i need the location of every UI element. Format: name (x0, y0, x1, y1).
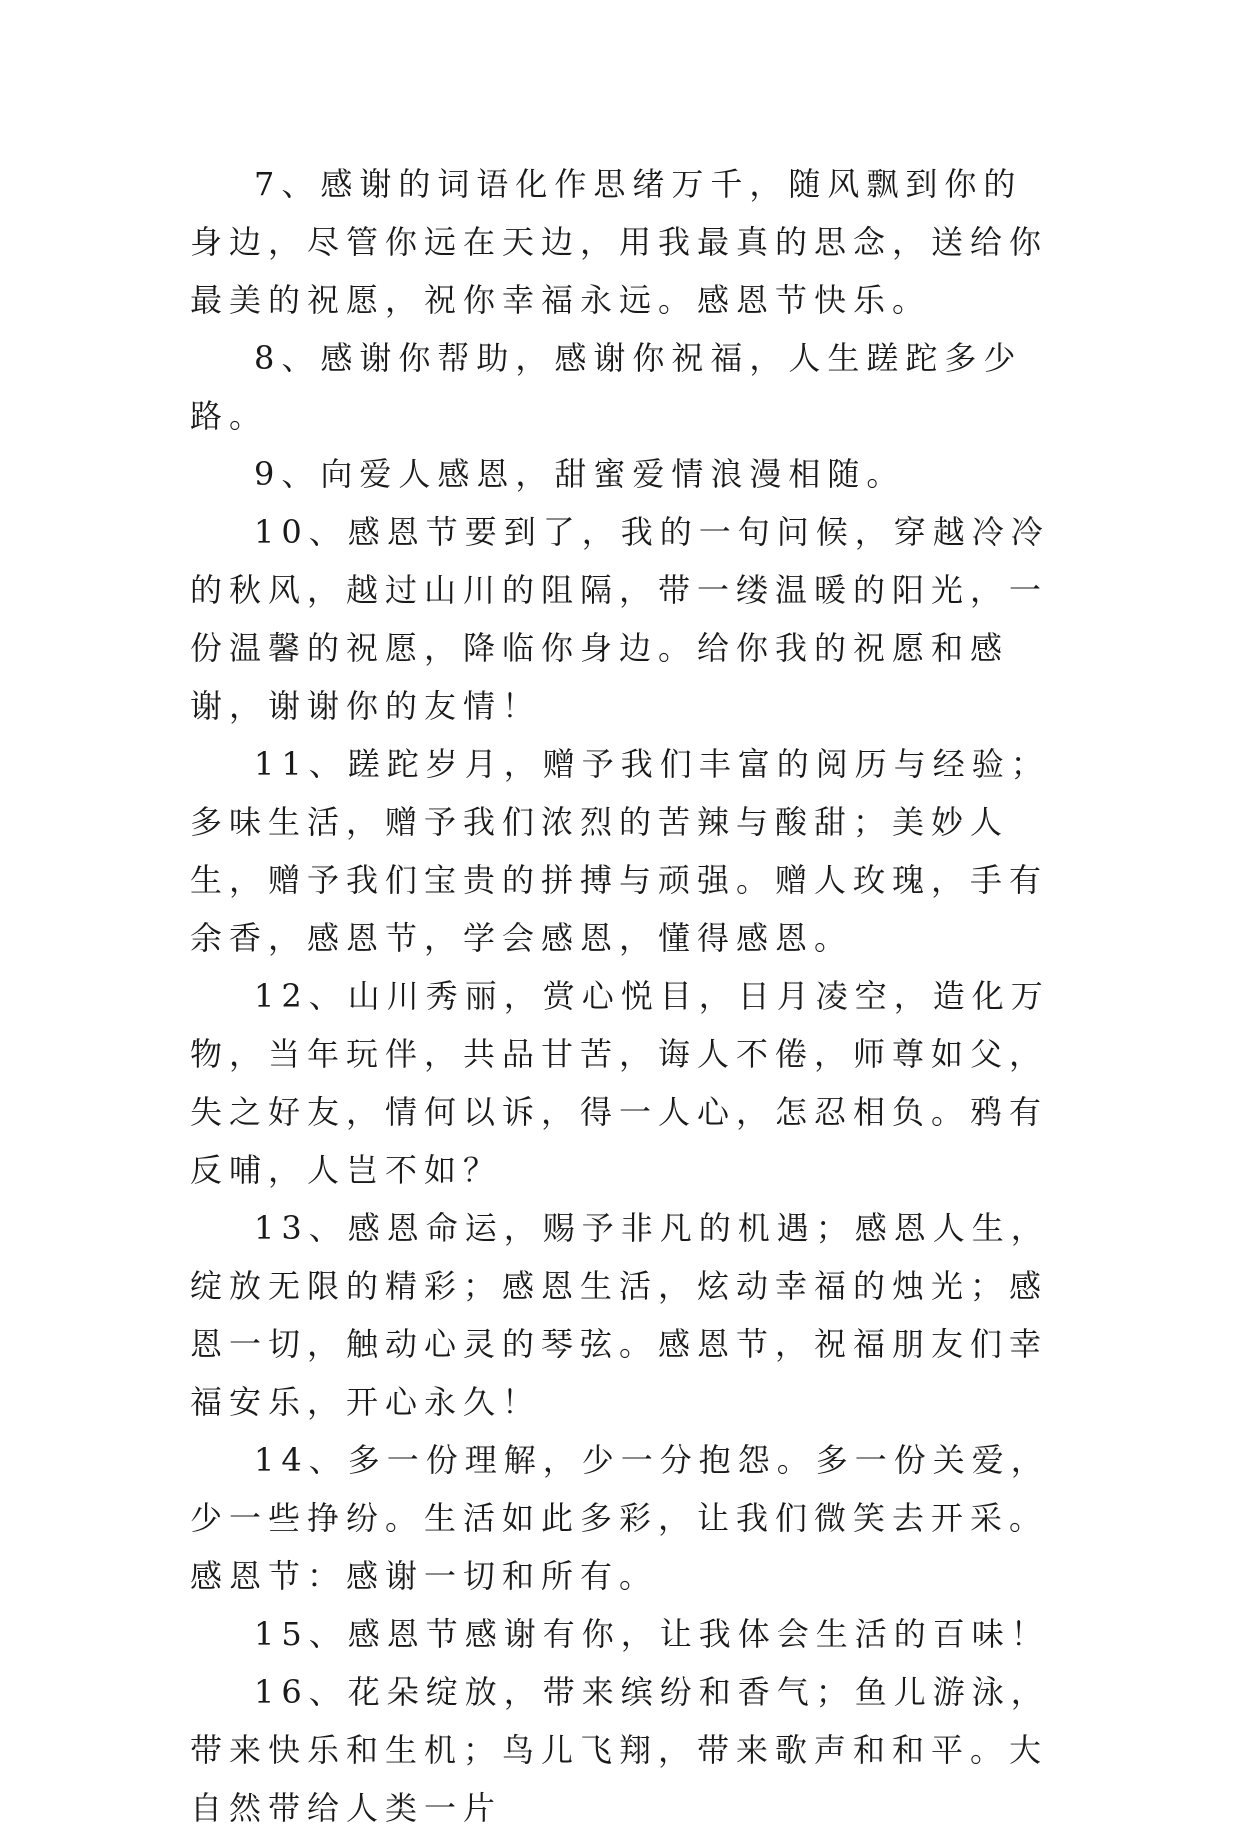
document-body (190, 155, 1052, 1837)
paragraph-16: 16、花朵绽放，带来缤纷和香气；鱼儿游泳，带来快乐和生机；鸟儿飞翔，带来歌声和和平。大自然带给人类一片 (190, 1673, 1050, 1827)
paragraph-15: 15、感恩节感谢有你，让我体会生活的百味！ (254, 1615, 1050, 1653)
paragraph-13: 13、感恩命运，赐予非凡的机遇；感恩人生，绽放无限的精彩；感恩生活，炫动幸福的烛光；感恩一切，触动心灵的琴弦。感恩节，祝福朋友们幸福安乐，开心永久！ (190, 1209, 1050, 1421)
paragraph-14: 14、多一份理解，少一分抱怨。多一份关爱，少一些挣纷。生活如此多彩，让我们微笑去开采。感恩节：感谢一切和所有。 (190, 1441, 1050, 1595)
paragraph-8: 8、感谢你帮助，感谢你祝福，人生蹉跎多少路。 (190, 339, 1023, 435)
paragraph-9: 9、向爱人感恩，甜蜜爱情浪漫相随。 (254, 455, 906, 493)
paragraph-11: 11、蹉跎岁月，赠予我们丰富的阅历与经验；多味生活，赠予我们浓烈的苦辣与酸甜；美妙人生，赠予我们宝贵的拼搏与顽强。赠人玫瑰，手有余香，感恩节，学会感恩，懂得感恩。 (190, 745, 1050, 957)
paragraph-10: 10、感恩节要到了，我的一句问候，穿越冷冷的秋风，越过山川的阻隔，带一缕温暖的阳光，一份温馨的祝愿，降临你身边。给你我的祝愿和感谢，谢谢你的友情！ (190, 513, 1050, 725)
paragraph-12: 12、山川秀丽，赏心悦目，日月凌空，造化万物，当年玩伴，共品甘苦，诲人不倦，师尊如父，失之好友，情何以诉，得一人心，怎忍相负。鸦有反哺，人岂不如？ (190, 977, 1050, 1189)
paragraph-7: 7、感谢的词语化作思绪万千，随风飘到你的身边，尽管你远在天边，用我最真的思念，送给你最美的祝愿，祝你幸福永远。感恩节快乐。 (190, 165, 1049, 319)
